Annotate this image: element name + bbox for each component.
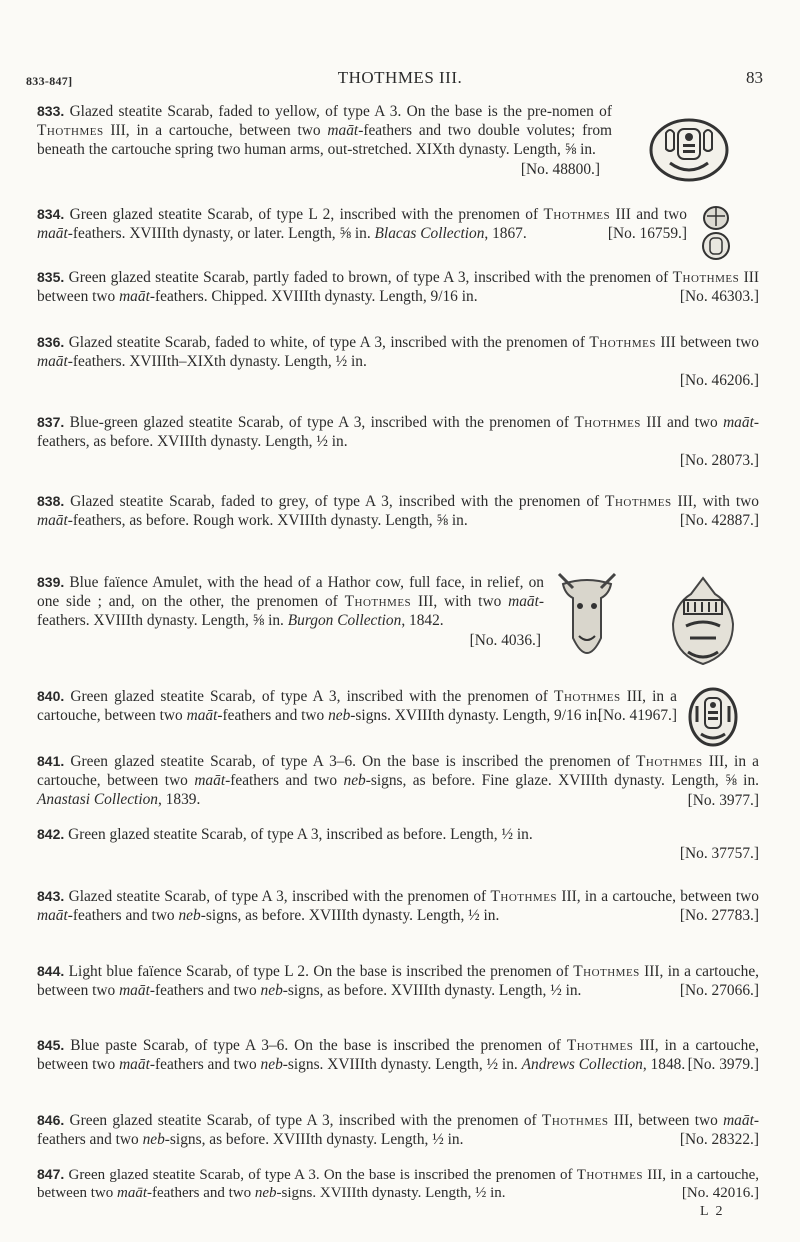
term-maat: maāt bbox=[37, 225, 68, 243]
term-maat: maāt bbox=[186, 707, 218, 725]
scarab-illustration-834 bbox=[700, 204, 732, 262]
term-maat: maāt bbox=[119, 288, 150, 306]
king-name: Thothmes bbox=[566, 1037, 634, 1054]
king-name: Thothmes bbox=[573, 963, 640, 980]
entry-text: -feathers, as before. XVIIIth dynasty. Length, ½ in. bbox=[37, 414, 759, 451]
term-maat: maāt bbox=[327, 122, 359, 140]
entry-text: -feathers and two bbox=[217, 707, 329, 725]
entry-text: -feathers and two bbox=[149, 982, 261, 1000]
king-name: Thothmes bbox=[554, 688, 621, 705]
registration-number: [No. 42887.] bbox=[679, 512, 759, 530]
registration-number: [No. 28322.] bbox=[679, 1131, 759, 1149]
entry-text: , 1839. bbox=[157, 791, 201, 809]
entry-number: 844. bbox=[37, 963, 65, 979]
king-name: Thothmes bbox=[672, 269, 740, 286]
scarab-base-illustration-840 bbox=[687, 686, 739, 748]
entry-text: III, in a cartouche, between two bbox=[37, 688, 677, 725]
entry-text: -feathers and two bbox=[146, 1185, 255, 1201]
catalogue-entry-833 bbox=[37, 102, 612, 179]
catalogue-entry-838 bbox=[37, 492, 759, 531]
term-maat: maāt bbox=[37, 907, 68, 925]
king-name: Thothmes bbox=[541, 1112, 609, 1129]
entry-text: Green glazed steatite Scarab, of type A 3, inscribed as before. Length, ½ in. bbox=[68, 826, 533, 843]
term-maat: maāt bbox=[723, 414, 754, 431]
term-maat: maāt bbox=[119, 1056, 150, 1074]
entry-text: III, in a cartouche, between two bbox=[37, 1167, 760, 1201]
registration-number: [No. 27066.] bbox=[679, 982, 759, 1000]
page-number: 83 bbox=[746, 68, 763, 87]
entry-text: Green glazed steatite Scarab, partly faded to brown, of type A 3, inscribed with the prenomen of bbox=[68, 269, 673, 286]
king-name: Thothmes bbox=[490, 888, 558, 905]
collection-name: Anastasi Collection bbox=[37, 791, 158, 809]
term-neb: neb bbox=[254, 1185, 277, 1201]
entry-text: -feathers. XVIIIth dynasty. Length, ⅝ in. bbox=[37, 593, 545, 630]
hathor-amulet-back-illustration bbox=[668, 574, 738, 670]
entry-text: III between two bbox=[37, 269, 759, 306]
entry-text: -signs, as before. XVIIIth dynasty. Length, ½ in. bbox=[282, 982, 582, 1000]
entry-text: III, with two bbox=[411, 593, 509, 611]
entry-text: -signs, as before. Fine glaze. XVIIIth dynasty. Length, ⅝ in. bbox=[365, 772, 759, 790]
entry-text: -feathers and two bbox=[225, 772, 344, 790]
entry-text: III, in a cartouche, between two bbox=[37, 1037, 759, 1074]
entry-text: -feathers, as before. Rough work. XVIIIth dynasty. Length, ⅝ in. bbox=[67, 512, 468, 530]
catalogue-entry-845 bbox=[37, 1036, 759, 1075]
entry-text: -feathers and two bbox=[67, 907, 179, 925]
catalogue-entry-844 bbox=[37, 962, 759, 1001]
entry-text: III, in a cartouche, between two bbox=[557, 888, 759, 905]
entry-number: 835. bbox=[37, 269, 65, 285]
registration-number: [No. 41967.] bbox=[597, 707, 677, 725]
entry-text: -feathers. Chipped. XVIIIth dynasty. Length, 9/16 in. bbox=[149, 288, 478, 306]
entry-text: Green glazed steatite Scarab, of type L 2, inscribed with the prenomen of bbox=[69, 206, 544, 223]
king-name: Thothmes bbox=[543, 206, 611, 223]
catalogue-entry-847 bbox=[37, 1165, 759, 1202]
entry-text: , 1867. bbox=[484, 225, 527, 243]
entry-number: 842. bbox=[37, 826, 65, 842]
entry-text: Blue faïence Amulet, with the head of a Hathor cow, full face, in relief, on one side ; and, on the other, the prenomen of bbox=[37, 574, 544, 611]
catalogue-entry-846 bbox=[37, 1111, 759, 1150]
term-maat: maāt bbox=[194, 772, 226, 790]
registration-number: [No. 27783.] bbox=[679, 907, 759, 925]
term-neb: neb bbox=[142, 1131, 165, 1149]
registration-number: [No. 4036.] bbox=[469, 631, 541, 649]
catalogue-entry-842 bbox=[37, 825, 759, 863]
entry-text: Glazed steatite Scarab, faded to yellow, of type A 3. On the base is the pre-nomen of bbox=[69, 103, 612, 120]
entry-text: , 1842. bbox=[401, 612, 444, 630]
entry-text: -feathers. XVIIIth dynasty, or later. Length, ⅝ in. bbox=[67, 225, 375, 243]
registration-number: [No. 46303.] bbox=[679, 288, 759, 306]
running-title: THOTHMES III. bbox=[337, 68, 463, 87]
king-name: Thothmes bbox=[605, 493, 672, 510]
king-name: Thothmes bbox=[589, 334, 656, 351]
king-name: Thothmes bbox=[636, 753, 703, 770]
entry-text: Light blue faïence Scarab, of type L 2. On the base is inscribed the prenomen of bbox=[68, 963, 574, 980]
entry-number: 836. bbox=[37, 334, 65, 350]
entry-text: Green glazed steatite Scarab, of type A 3, inscribed with the prenomen of bbox=[69, 1112, 542, 1129]
entry-text: -signs. XVIIIth dynasty. Length, 9/16 in. bbox=[350, 707, 602, 725]
entry-text: -feathers. XVIIIth–XIXth dynasty. Length, ½ in. bbox=[67, 353, 367, 371]
entry-number: 841. bbox=[37, 753, 65, 769]
entry-text: III, between two bbox=[608, 1112, 724, 1129]
entry-text: Green glazed steatite Scarab, of type A 3, inscribed with the prenomen of bbox=[70, 688, 555, 705]
term-maat: maāt bbox=[116, 1185, 147, 1201]
entry-number: 846. bbox=[37, 1112, 65, 1128]
entry-number: 843. bbox=[37, 888, 65, 904]
collection-name: Burgon Collection bbox=[287, 612, 402, 630]
king-name: Thothmes bbox=[37, 122, 104, 140]
term-maat: maāt bbox=[119, 982, 150, 1000]
catalogue-entry-843 bbox=[37, 887, 759, 926]
entry-number: 847. bbox=[37, 1166, 65, 1182]
term-neb: neb bbox=[328, 707, 351, 725]
entry-text: -signs, as before. XVIIIth dynasty. Length, ½ in. bbox=[200, 907, 500, 925]
term-neb: neb bbox=[343, 772, 366, 790]
catalogue-entry-840 bbox=[37, 687, 677, 726]
term-maat: maāt bbox=[723, 1112, 754, 1129]
entry-range: 833-847] bbox=[26, 74, 73, 88]
registration-number: [No. 48800.] bbox=[520, 160, 600, 178]
entry-text: , 1848. bbox=[642, 1056, 686, 1074]
entry-text: III and two bbox=[610, 206, 687, 223]
catalogue-entry-834 bbox=[37, 205, 687, 244]
collection-name: Blacas Collection bbox=[374, 225, 485, 243]
entry-text: Green glazed steatite Scarab, of type A 3–6. On the base is inscribed the prenomen of bbox=[70, 753, 636, 770]
registration-number: [No. 16759.] bbox=[607, 225, 687, 243]
entry-number: 839. bbox=[37, 574, 65, 590]
catalogue-entry-835 bbox=[37, 268, 759, 307]
entry-number: 845. bbox=[37, 1037, 65, 1053]
term-maat: maāt bbox=[37, 353, 68, 371]
entry-text: -feathers and two bbox=[149, 1056, 261, 1074]
term-neb: neb bbox=[260, 1056, 283, 1074]
registration-number: [No. 3977.] bbox=[687, 791, 759, 809]
scarab-base-illustration-833 bbox=[648, 117, 730, 183]
term-maat: maāt bbox=[508, 593, 539, 611]
entry-number: 834. bbox=[37, 206, 65, 222]
entry-number: 838. bbox=[37, 493, 65, 509]
hathor-amulet-front-illustration bbox=[553, 566, 621, 666]
entry-text: Blue paste Scarab, of type A 3–6. On the base is inscribed the prenomen of bbox=[70, 1037, 567, 1054]
catalogue-entry-836 bbox=[37, 333, 759, 391]
catalogue-entry-839 bbox=[37, 573, 544, 650]
term-maat: maāt bbox=[37, 512, 68, 530]
entry-text: -feathers and two double volutes; from beneath the cartouche spring two human arms, out-stretched. XIXth dynasty. Length, ⅝ in. bbox=[37, 122, 613, 159]
entry-text: Glazed steatite Scarab, faded to white, of type A 3, inscribed with the prenomen of bbox=[68, 334, 590, 351]
registration-number: [No. 28073.] bbox=[679, 452, 759, 470]
entry-text: III, in a cartouche, between two bbox=[37, 963, 760, 1000]
term-neb: neb bbox=[178, 907, 201, 925]
entry-text: III, in a cartouche, between two bbox=[103, 122, 328, 140]
registration-number: [No. 37757.] bbox=[679, 845, 759, 863]
entry-text: Glazed steatite Scarab, faded to grey, of type A 3, inscribed with the prenomen of bbox=[70, 493, 606, 510]
entry-text: -signs, as before. XVIIIth dynasty. Length, ½ in. bbox=[164, 1131, 464, 1149]
catalogue-entry-837 bbox=[37, 413, 759, 471]
term-neb: neb bbox=[260, 982, 283, 1000]
entry-number: 833. bbox=[37, 103, 65, 119]
entry-number: 840. bbox=[37, 688, 65, 704]
entry-text: III between two bbox=[655, 334, 760, 351]
registration-number: [No. 3979.] bbox=[687, 1056, 759, 1074]
entry-text: III, with two bbox=[671, 493, 759, 510]
registration-number: [No. 42016.] bbox=[681, 1185, 759, 1201]
king-name: Thothmes bbox=[574, 414, 641, 431]
king-name: Thothmes bbox=[344, 593, 412, 611]
entry-text: III and two bbox=[640, 414, 724, 431]
collection-name: Andrews Collection bbox=[521, 1056, 643, 1074]
entry-text: III, in a cartouche, between two bbox=[37, 753, 759, 790]
entry-text: Green glazed steatite Scarab, of type A 3. On the base is inscribed the prenomen of bbox=[68, 1167, 577, 1183]
running-header bbox=[0, 68, 800, 90]
registration-number: [No. 46206.] bbox=[679, 372, 759, 390]
entry-text: Blue-green glazed steatite Scarab, of type A 3, inscribed with the prenomen of bbox=[69, 414, 575, 431]
entry-text: -signs. XVIIIth dynasty. Length, ½ in. bbox=[276, 1185, 506, 1201]
entry-text: -feathers and two bbox=[37, 1112, 759, 1149]
entry-text: -signs. XVIIIth dynasty. Length, ½ in. bbox=[282, 1056, 522, 1074]
signature-mark: L 2 bbox=[700, 1204, 725, 1219]
catalogue-entry-841 bbox=[37, 752, 759, 810]
entry-text: Glazed steatite Scarab, of type A 3, inscribed with the prenomen of bbox=[68, 888, 491, 905]
king-name: Thothmes bbox=[576, 1167, 644, 1183]
entry-number: 837. bbox=[37, 414, 65, 430]
